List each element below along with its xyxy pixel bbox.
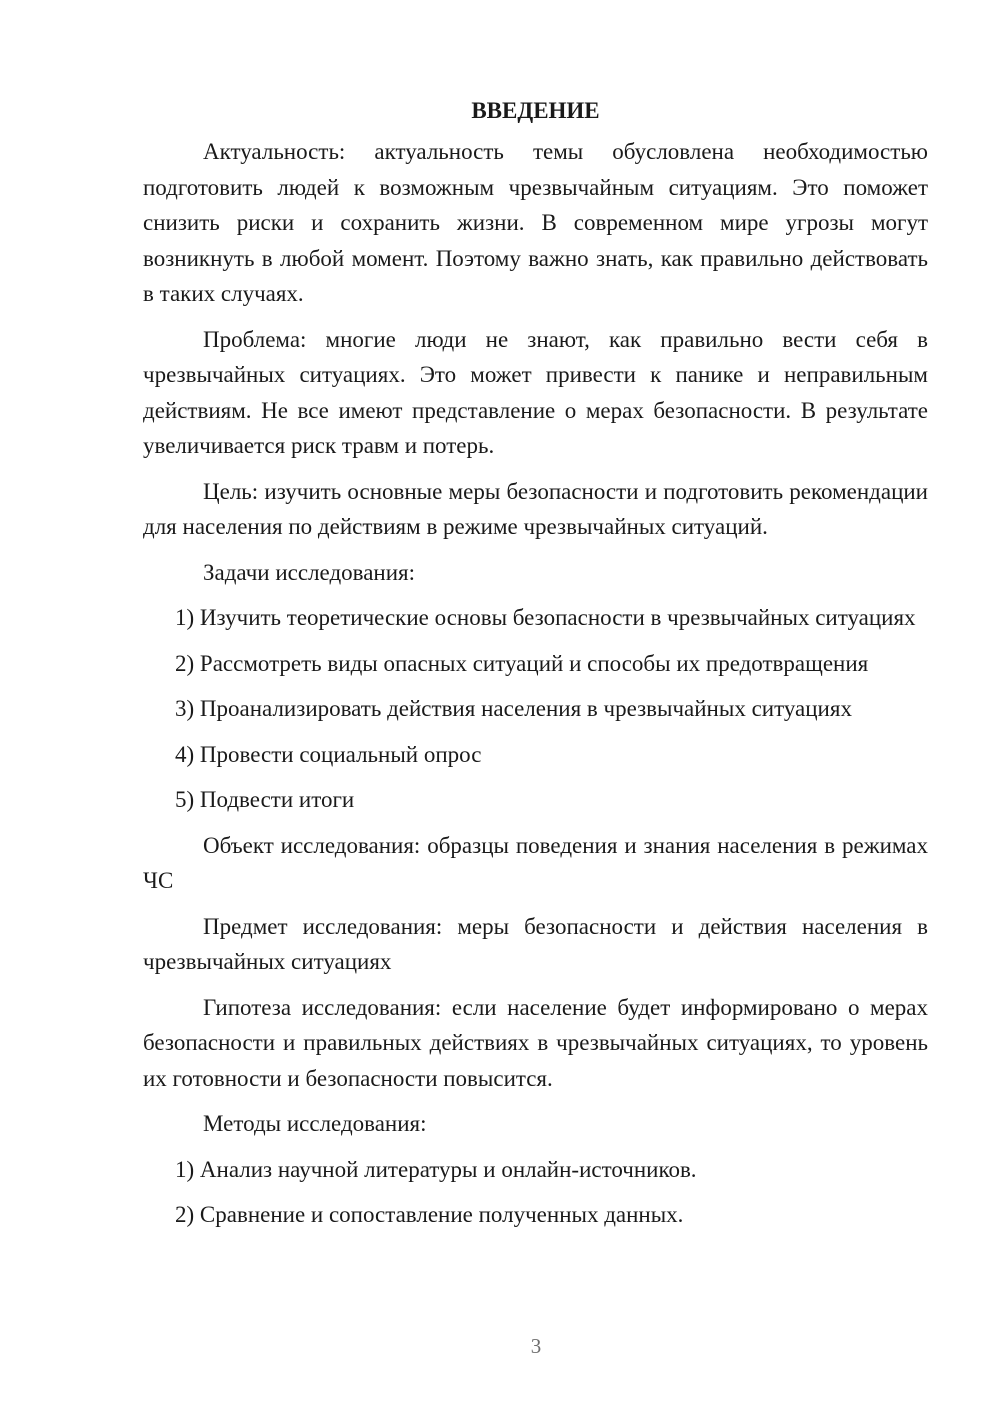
tasks-list	[143, 600, 928, 818]
page-title: ВВЕДЕНИЕ	[471, 98, 600, 123]
list-item: 4) Провести социальный опрос	[175, 741, 482, 767]
document-body	[143, 94, 928, 1243]
methods-list	[143, 1152, 928, 1233]
list-item: 2) Рассмотреть виды опасных ситуаций и способы их предотвращения	[175, 650, 869, 676]
subject-paragraph: Предмет исследования: меры безопасности и действия населения в чрезвычайных ситуациях	[143, 913, 928, 974]
list-item: 5) Подвести итоги	[175, 787, 355, 812]
list-item: 1) Анализ научной литературы и онлайн-источников.	[175, 1156, 697, 1182]
list-item: 3) Проанализировать действия населения в чрезвычайных ситуациях	[175, 696, 852, 721]
hypothesis-paragraph: Гипотеза исследования: если население будет информировано о мерах безопасности и правильных действиях в чрезвычайных ситуациях, то уровень их готовности и безопасности повысится.	[143, 994, 928, 1091]
list-item: 1) Изучить теоретические основы безопасности в чрезвычайных ситуациях	[175, 605, 916, 630]
page-number: 3	[530, 1334, 542, 1358]
list-item: 2) Сравнение и сопоставление полученных данных.	[175, 1202, 684, 1227]
goal-paragraph: Цель: изучить основные меры безопасности и подготовить рекомендации для населения по действиям в режиме чрезвычайных ситуаций.	[143, 478, 928, 539]
problem-paragraph: Проблема: многие люди не знают, как правильно вести себя в чрезвычайных ситуациях. Это может привести к панике и неправильным действиям. Не все имеют представление о мерах безопасности. В результате увеличивается риск травм и потерь.	[143, 326, 928, 458]
relevance-paragraph: Актуальность: актуальность темы обусловлена необходимостью подготовить людей к возможным чрезвычайным ситуациям. Это поможет снизить риски и сохранить жизни. В современном мире угрозы могут возникнуть в любой момент. Поэтому важно знать, как правильно действовать в таких случаях.	[143, 139, 928, 306]
object-paragraph: Объект исследования: образцы поведения и знания населения в режимах ЧС	[143, 832, 928, 893]
tasks-heading: Задачи исследования:	[203, 559, 416, 585]
methods-heading: Методы исследования:	[203, 1111, 427, 1136]
